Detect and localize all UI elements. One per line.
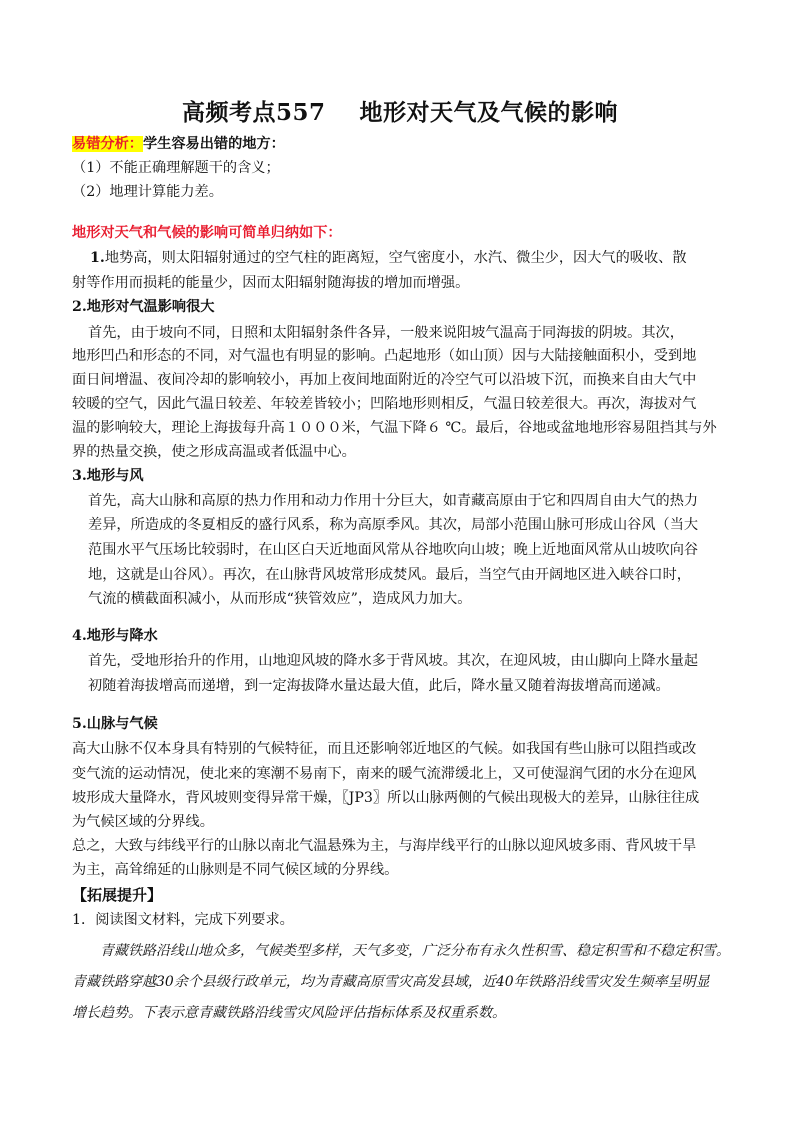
error-analysis-text: 学生容易出错的地方： [142,136,285,152]
sec5-conclusion-line: 为主，高耸绵延的山脉则是不同气候区域的分界线。 [72,862,399,878]
error-item-2: （2）地理计算能力差。 [72,184,223,200]
sec1-line-2: 射等作用而损耗的能量少，因而太阳辐射随海拔的增加而增强。 [72,275,470,291]
sec5-heading: 5.山脉与气候 [72,716,158,732]
sec4-line: 首先，受地形抬升的作用，山地迎风坡的降水多于背风坡。其次，在迎风坡，由山脚向上降水量起 [88,653,699,669]
sec3-line: 地，这就是山谷风）。再次，在山脉背风坡常形成焚风。最后，当空气由开阔地区进入峡谷口时， [88,567,691,583]
sec1-line-1 [90,248,687,268]
page-title [0,94,800,127]
error-item-1: （1）不能正确理解题干的含义； [72,160,280,176]
material-line: 青藏铁路穿越30余个县级行政单元，均为青藏高原雪灾高发县域，近40年铁路沿线雪灾发生频率呈明显 [72,974,710,990]
material-line: 增长趋势。下表示意青藏铁路沿线雪灾风险评估指标体系及权重系数。 [72,1005,506,1021]
sec5-conclusion-line: 总之，大致与纬线平行的山脉以南北气温悬殊为主，与海岸线平行的山脉以迎风坡多雨、背风坡干旱 [72,838,697,854]
title-code: 高频考点557 [181,99,326,126]
sec2-heading: 2.地形对气温影响很大 [72,299,215,315]
summary-heading: 地形对天气和气候的影响可简单归纳如下： [72,225,342,241]
sec4-line: 初随着海拔增高而递增，到一定海拔降水量达最大值，此后，降水量又随着海拔增高而递减。 [88,678,670,694]
sec2-line: 首先，由于坡向不同，日照和太阳辐射条件各异，一般来说阳坡气温高于同海拔的阴坡。其次， [88,325,684,341]
extension-heading: 【拓展提升】 [72,886,163,904]
sec5-line: 坡形成大量降水，背风坡则变得异常干燥，〖JP3〗所以山脉两侧的气候出现极大的差异，山脉往往成 [72,790,700,806]
sec3-line: 首先，高大山脉和高原的热力作用和动力作用十分巨大，如青藏高原由于它和四周自由大气的热力 [88,493,699,509]
sec1-text: 地势高，则太阳辐射通过的空气柱的距离短，空气密度小，水汽、微尘少，因大气的吸收、散 [104,250,687,266]
sec2-line: 地形凹凸和形态的不同，对气温也有明显的影响。凸起地形（如山顶）因与大陆接触面积小，受到地 [72,348,697,364]
sec2-line: 界的热量交换，使之形成高温或者低温中心。 [72,444,356,460]
question-1: 1．阅读图文材料，完成下列要求。 [72,912,294,928]
error-analysis-label: 易错分析： [72,136,143,152]
sec4-heading: 4.地形与降水 [72,628,158,644]
material-line: 青藏铁路沿线山地众多，气候类型多样，天气多变，广泛分布有永久性积雪、稳定积雪和不稳定积雪。 [100,943,730,959]
sec2-line: 较暖的空气，因此气温日较差、年较差皆较小；凹陷地形则相反，气温日较差很大。再次，海拔对气 [72,396,697,412]
sec3-line: 范围水平气压场比较弱时，在山区白天近地面风常从谷地吹向山坡；晚上近地面风常从山坡吹向谷 [88,542,699,558]
sec5-line: 为气候区域的分界线。 [72,814,214,830]
sec5-line: 变气流的运动情况，使北来的寒潮不易南下，南来的暖气流滞缓北上，又可使湿润气团的水分在迎风 [72,766,697,782]
error-analysis-line [72,134,285,154]
sec2-line: 温的影响较大，理论上海拔每升高１０００米，气温下降６ ℃。最后，谷地或盆地地形容易阻挡其与外 [72,420,717,436]
sec1-number: 1. [90,250,105,266]
title-topic: 地形对天气及气候的影响 [359,99,618,126]
sec3-line: 差异，所造成的冬夏相反的盛行风系，称为高原季风。其次，局部小范围山脉可形成山谷风（当大 [88,517,699,533]
sec3-line: 气流的横截面积减小，从而形成“狭管效应”，造成风力加大。 [88,591,472,607]
sec5-line: 高大山脉不仅本身具有特别的气候特征，而且还影响邻近地区的气候。如我国有些山脉可以阻挡或改 [72,741,697,757]
sec2-line: 面日间增温、夜间冷却的影响较小，再加上夜间地面附近的冷空气可以沿坡下沉，而换来自由大气中 [72,372,697,388]
sec3-heading: 3.地形与风 [72,468,144,484]
